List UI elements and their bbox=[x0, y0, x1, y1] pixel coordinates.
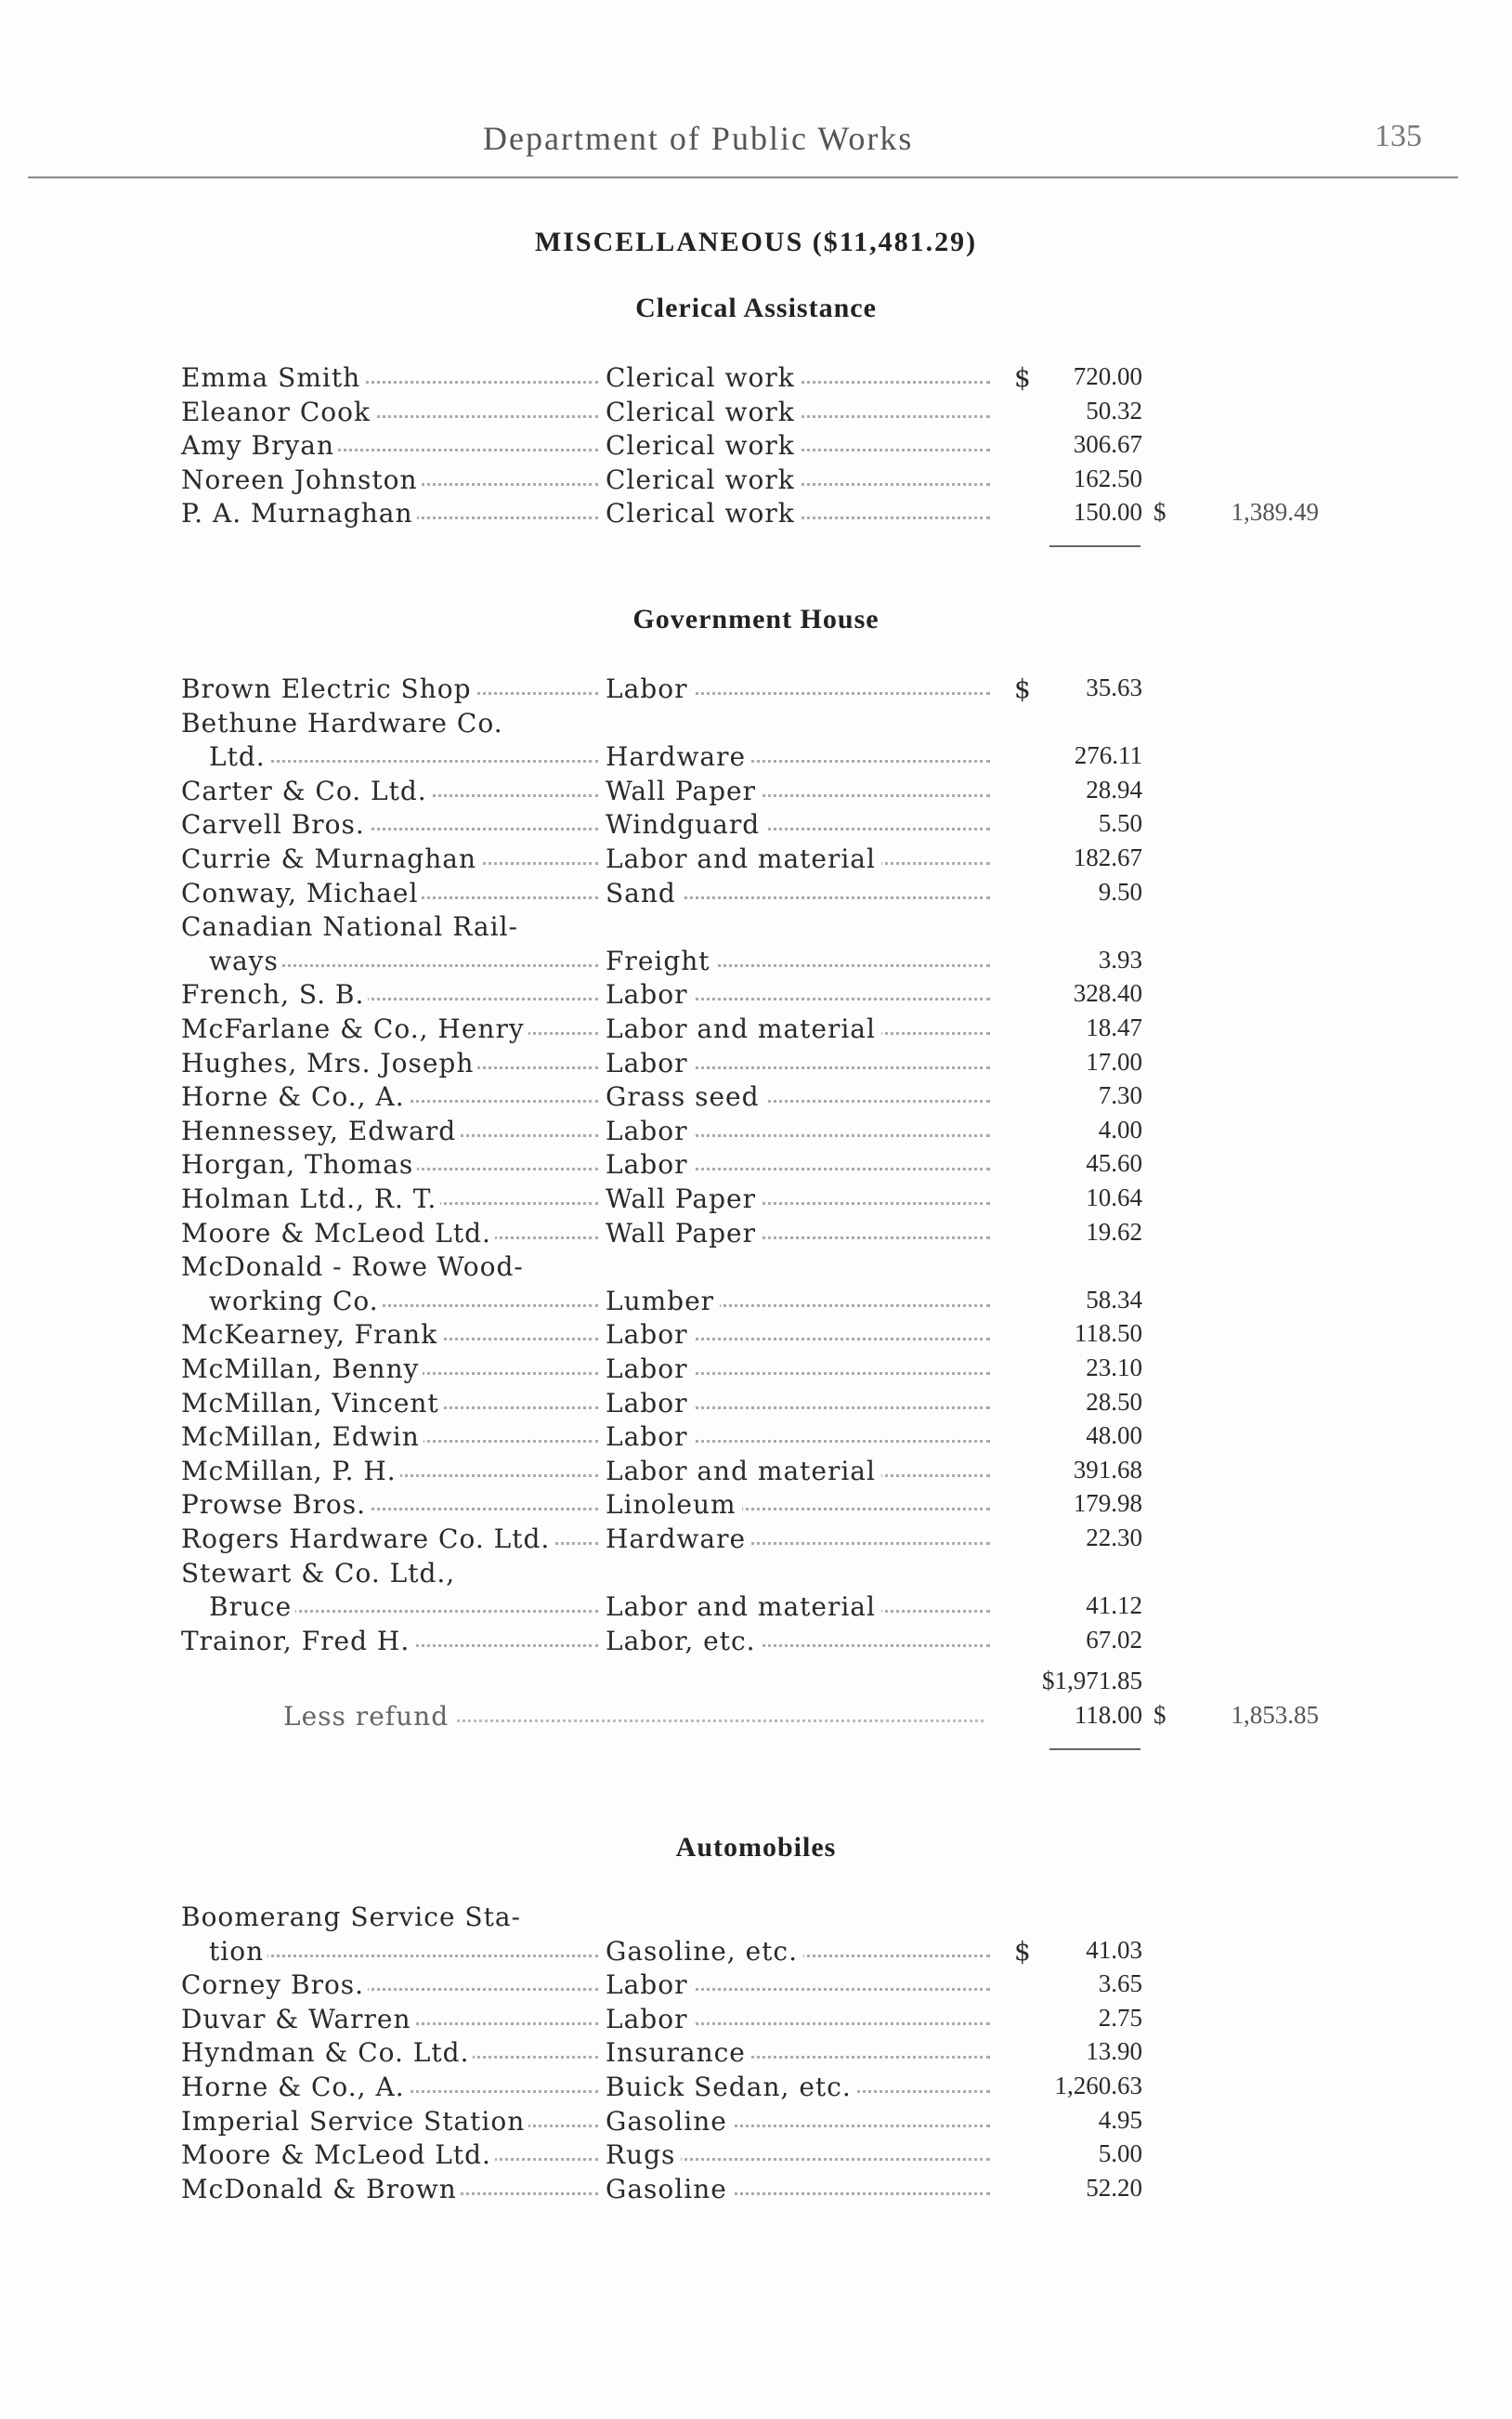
payee-name bbox=[181, 673, 604, 704]
payee-name bbox=[181, 1353, 604, 1384]
ledger-row bbox=[0, 1353, 1512, 1389]
payee-name bbox=[181, 843, 604, 874]
item-description-text: Labor bbox=[606, 1969, 693, 2000]
item-description-text: Labor bbox=[606, 1319, 693, 1350]
payee-name bbox=[181, 1421, 604, 1452]
item-description-text: Buick Sedan, etc. bbox=[606, 2072, 857, 2102]
ledger-row bbox=[0, 464, 1512, 500]
item-description bbox=[606, 1936, 996, 1967]
item-description bbox=[606, 1353, 996, 1384]
payee-name bbox=[181, 2106, 604, 2137]
item-amount: 50.32 bbox=[1086, 396, 1142, 425]
ledger-row bbox=[0, 1319, 1512, 1354]
ledger-row bbox=[0, 362, 1512, 398]
payee-name bbox=[181, 1523, 604, 1554]
ledger-row bbox=[0, 1523, 1512, 1559]
payee-name bbox=[181, 397, 604, 427]
item-description bbox=[606, 1969, 996, 2000]
ledger-row bbox=[0, 1251, 1512, 1287]
payee-name-text: tion bbox=[209, 1936, 267, 1967]
payee-name bbox=[181, 1388, 604, 1419]
item-amount: 58.34 bbox=[1086, 1285, 1142, 1314]
ledger-row bbox=[0, 979, 1512, 1014]
ledger-row bbox=[0, 946, 1512, 981]
payee-name bbox=[181, 911, 604, 942]
payee-name-text: McKearney, Frank bbox=[181, 1319, 441, 1350]
ledger-row bbox=[0, 1149, 1512, 1184]
item-description-text: Sand bbox=[606, 878, 682, 909]
item-amount: 22.30 bbox=[1086, 1523, 1142, 1551]
payee-name bbox=[209, 1591, 604, 1622]
payee-name-text: Amy Bryan bbox=[181, 430, 338, 461]
refund-row bbox=[0, 1701, 1512, 1736]
item-description-text: Labor bbox=[606, 1353, 693, 1384]
payee-name bbox=[181, 1626, 604, 1656]
item-amount: 162.50 bbox=[1073, 464, 1142, 492]
payee-name bbox=[181, 464, 604, 495]
item-description-text: Hardware bbox=[606, 741, 751, 772]
item-description bbox=[606, 1626, 996, 1656]
payee-name bbox=[209, 946, 604, 976]
ledger-row bbox=[0, 911, 1512, 947]
item-description bbox=[606, 1523, 996, 1554]
payee-name bbox=[181, 1319, 604, 1350]
section-total: 1,853.85 bbox=[1231, 1701, 1319, 1729]
ledger-row bbox=[0, 2174, 1512, 2209]
item-description bbox=[606, 397, 996, 427]
item-amount: 118.50 bbox=[1074, 1319, 1142, 1348]
item-amount: 3.65 bbox=[1098, 1969, 1142, 1998]
payee-name bbox=[181, 362, 604, 393]
item-description bbox=[606, 1319, 996, 1350]
ledger-row bbox=[0, 1013, 1512, 1049]
item-description bbox=[606, 2174, 996, 2204]
item-description bbox=[606, 1286, 996, 1316]
ledger-row bbox=[0, 1626, 1512, 1661]
payee-name bbox=[181, 1081, 604, 1112]
ledger-row bbox=[0, 2004, 1512, 2039]
item-amount: 3.93 bbox=[1098, 945, 1142, 974]
item-description-text: Gasoline, etc. bbox=[606, 1936, 803, 1967]
item-description-text: Freight bbox=[606, 946, 716, 976]
payee-name-text: Imperial Service Station bbox=[181, 2106, 528, 2137]
payee-name-text: Ltd. bbox=[209, 741, 269, 772]
payee-name-text: McDonald - Rowe Wood- bbox=[181, 1251, 528, 1282]
item-description-text: Clerical work bbox=[606, 397, 801, 427]
item-description bbox=[606, 776, 996, 806]
dollar-sign: $ bbox=[1014, 673, 1031, 704]
payee-name bbox=[181, 2139, 604, 2170]
payee-name-text: Stewart & Co. Ltd., bbox=[181, 1558, 459, 1589]
item-amount: 35.63 bbox=[1086, 673, 1142, 701]
payee-name-text: Rogers Hardware Co. Ltd. bbox=[181, 1523, 554, 1554]
ledger-row bbox=[0, 1081, 1512, 1117]
item-description-text: Labor and material bbox=[606, 1591, 881, 1622]
payee-name-text: Horne & Co., A. bbox=[181, 2072, 409, 2102]
item-description-text: Labor, etc. bbox=[606, 1626, 762, 1656]
section-total: 1,389.49 bbox=[1231, 498, 1319, 527]
ledger-row bbox=[0, 1558, 1512, 1593]
ledger-row bbox=[0, 843, 1512, 879]
item-amount: 52.20 bbox=[1086, 2173, 1142, 2202]
item-description bbox=[606, 1183, 996, 1214]
item-description-text: Rugs bbox=[606, 2139, 681, 2170]
item-amount: 23.10 bbox=[1086, 1353, 1142, 1381]
ledger-row bbox=[0, 1969, 1512, 2005]
item-amount: 9.50 bbox=[1098, 877, 1142, 906]
item-description-text: Linoleum bbox=[606, 1489, 742, 1520]
payee-name-text: Prowse Bros. bbox=[181, 1489, 370, 1520]
payee-name bbox=[181, 2037, 604, 2068]
item-description-text: Wall Paper bbox=[606, 1218, 762, 1249]
item-description bbox=[606, 2139, 996, 2170]
dollar-sign: $ bbox=[1014, 362, 1031, 393]
item-amount: 67.02 bbox=[1086, 1625, 1142, 1654]
payee-name-text: McMillan, Edwin bbox=[181, 1421, 424, 1452]
payee-name-text: Holman Ltd., R. T. bbox=[181, 1183, 440, 1214]
item-amount: 1,260.63 bbox=[1054, 2072, 1142, 2099]
payee-name bbox=[181, 2004, 604, 2034]
payee-name-text: Bethune Hardware Co. bbox=[181, 708, 507, 739]
item-description bbox=[606, 946, 996, 976]
payee-name bbox=[181, 979, 604, 1010]
item-description-text: Labor and material bbox=[606, 1013, 881, 1044]
item-amount: 41.03 bbox=[1086, 1935, 1142, 1964]
payee-name-text: McFarlane & Co., Henry bbox=[181, 1013, 528, 1044]
running-header bbox=[0, 119, 1512, 156]
item-amount: 150.00 bbox=[1073, 498, 1142, 527]
item-description bbox=[606, 1081, 996, 1112]
item-description bbox=[606, 843, 996, 874]
payee-name bbox=[181, 1251, 604, 1282]
item-amount: 18.47 bbox=[1086, 1013, 1142, 1041]
item-description bbox=[606, 1116, 996, 1146]
payee-name-text: working Co. bbox=[209, 1286, 383, 1316]
item-description-text: Clerical work bbox=[606, 498, 801, 529]
item-description bbox=[606, 979, 996, 1010]
item-description-text: Labor bbox=[606, 1149, 693, 1180]
refund-label-text: Less refund bbox=[283, 1701, 454, 1732]
payee-name-text: Corney Bros. bbox=[181, 1969, 368, 2000]
payee-name-text: Trainor, Fred H. bbox=[181, 1626, 413, 1656]
payee-name bbox=[181, 708, 604, 739]
item-description-text: Labor bbox=[606, 673, 693, 704]
item-description bbox=[606, 1489, 996, 1520]
payee-name-text: Duvar & Warren bbox=[181, 2004, 415, 2034]
item-description bbox=[606, 878, 996, 909]
payee-name bbox=[181, 1558, 604, 1589]
payee-name-text: Bruce bbox=[209, 1591, 295, 1622]
ledger-row bbox=[0, 1421, 1512, 1457]
item-amount: 391.68 bbox=[1073, 1455, 1142, 1484]
payee-name bbox=[209, 1286, 604, 1316]
ledger-row bbox=[0, 1489, 1512, 1524]
item-description-text: Gasoline bbox=[606, 2174, 733, 2204]
item-amount: 19.62 bbox=[1086, 1217, 1142, 1246]
item-amount: 13.90 bbox=[1086, 2037, 1142, 2066]
payee-name bbox=[181, 2072, 604, 2102]
running-head-title: Department of Public Works bbox=[483, 120, 914, 157]
item-description-text: Lumber bbox=[606, 1286, 720, 1316]
payee-name-text: Boomerang Service Sta- bbox=[181, 1902, 525, 1932]
item-description bbox=[606, 430, 996, 461]
item-amount: 720.00 bbox=[1073, 362, 1142, 390]
item-description-text: Wall Paper bbox=[606, 1183, 762, 1214]
refund-label bbox=[283, 1701, 989, 1732]
section-title: Government House bbox=[632, 604, 880, 634]
item-description bbox=[606, 673, 996, 704]
item-amount: 5.00 bbox=[1098, 2139, 1142, 2168]
payee-name-text: Brown Electric Shop bbox=[181, 673, 476, 704]
item-description bbox=[606, 2037, 996, 2068]
item-description bbox=[606, 1013, 996, 1044]
item-amount: 4.95 bbox=[1098, 2105, 1142, 2134]
section-title: Clerical Assistance bbox=[635, 293, 877, 323]
ledger-row bbox=[0, 430, 1512, 465]
item-description bbox=[606, 1048, 996, 1079]
header-rule bbox=[28, 177, 1458, 178]
refund-amount: 118.00 bbox=[1074, 1701, 1142, 1729]
payee-name-text: Moore & McLeod Ltd. bbox=[181, 2139, 495, 2170]
section-title: Automobiles bbox=[675, 1832, 837, 1863]
item-description-text: Hardware bbox=[606, 1523, 751, 1554]
item-description-text: Labor bbox=[606, 979, 693, 1010]
dollar-sign: $ bbox=[1014, 1935, 1031, 1967]
item-description-text: Labor bbox=[606, 1388, 693, 1419]
item-description bbox=[606, 1218, 996, 1249]
ledger-row bbox=[0, 2139, 1512, 2175]
payee-name bbox=[209, 741, 604, 772]
payee-name bbox=[181, 1048, 604, 1079]
item-description-text: Labor and material bbox=[606, 843, 881, 874]
payee-name-text: Hennessey, Edward bbox=[181, 1116, 460, 1146]
item-amount: 276.11 bbox=[1074, 741, 1142, 770]
payee-name-text: Eleanor Cook bbox=[181, 397, 374, 427]
payee-name-text: Horne & Co., A. bbox=[181, 1081, 409, 1112]
item-amount: 17.00 bbox=[1086, 1047, 1142, 1076]
payee-name bbox=[181, 1013, 604, 1044]
item-description-text: Labor bbox=[606, 1116, 693, 1146]
payee-name bbox=[181, 1149, 604, 1180]
item-description-text: Clerical work bbox=[606, 464, 801, 495]
ledger-row bbox=[0, 2106, 1512, 2141]
item-description-text: Wall Paper bbox=[606, 776, 762, 806]
payee-name bbox=[181, 878, 604, 909]
ledger-row bbox=[0, 708, 1512, 743]
payee-name-text: ways bbox=[209, 946, 282, 976]
item-description-text: Gasoline bbox=[606, 2106, 733, 2137]
section-end-rule bbox=[1049, 1748, 1141, 1750]
payee-name-text: Currie & Murnaghan bbox=[181, 843, 480, 874]
item-description-text: Labor bbox=[606, 2004, 693, 2034]
ledger-row bbox=[0, 1388, 1512, 1423]
ledger-row bbox=[0, 673, 1512, 709]
payee-name bbox=[181, 430, 604, 461]
item-description bbox=[606, 362, 996, 393]
payee-name-text: Carter & Co. Ltd. bbox=[181, 776, 431, 806]
item-amount: 7.30 bbox=[1098, 1081, 1142, 1110]
ledger-row bbox=[0, 1286, 1512, 1321]
ledger-row bbox=[0, 741, 1512, 777]
payee-name bbox=[209, 1936, 604, 1967]
payee-name bbox=[181, 1902, 604, 1932]
item-description-text: Grass seed bbox=[606, 1081, 765, 1112]
ledger-row bbox=[0, 1048, 1512, 1083]
payee-name bbox=[181, 1969, 604, 2000]
item-description bbox=[606, 464, 996, 495]
payee-name bbox=[181, 2174, 604, 2204]
payee-name bbox=[181, 1456, 604, 1486]
payee-name bbox=[181, 498, 604, 529]
payee-name bbox=[181, 809, 604, 840]
payee-name-text: Hughes, Mrs. Joseph bbox=[181, 1048, 477, 1079]
payee-name bbox=[181, 776, 604, 806]
ledger-row bbox=[0, 2037, 1512, 2072]
item-amount: 2.75 bbox=[1098, 2003, 1142, 2032]
payee-name-text: Hyndman & Co. Ltd. bbox=[181, 2037, 473, 2068]
payee-name bbox=[181, 1218, 604, 1249]
ledger-row bbox=[0, 1902, 1512, 1937]
ledger-row bbox=[0, 1116, 1512, 1151]
item-amount: 28.94 bbox=[1086, 775, 1142, 804]
item-description bbox=[606, 1421, 996, 1452]
ledger-row bbox=[0, 1936, 1512, 1971]
ledger-row bbox=[0, 1183, 1512, 1219]
item-description bbox=[606, 498, 996, 529]
item-amount: 28.50 bbox=[1086, 1387, 1142, 1416]
ledger-row bbox=[0, 776, 1512, 811]
item-description-text: Windguard bbox=[606, 809, 765, 840]
item-amount: 4.00 bbox=[1098, 1115, 1142, 1144]
payee-name-text: Carvell Bros. bbox=[181, 809, 369, 840]
payee-name-text: Conway, Michael bbox=[181, 878, 422, 909]
total-dollar-sign: $ bbox=[1154, 498, 1167, 527]
payee-name-text: Canadian National Rail- bbox=[181, 911, 522, 942]
item-description-text: Labor bbox=[606, 1048, 693, 1079]
ledger-row bbox=[0, 1456, 1512, 1491]
item-amount: 179.98 bbox=[1073, 1489, 1142, 1518]
payee-name-text: Horgan, Thomas bbox=[181, 1149, 417, 1180]
item-description bbox=[606, 809, 996, 840]
item-amount: 45.60 bbox=[1086, 1149, 1142, 1178]
subtotal-amount: $1,971.85 bbox=[1042, 1667, 1142, 1695]
item-description-text: Labor bbox=[606, 1421, 693, 1452]
item-description-text: Insurance bbox=[606, 2037, 751, 2068]
item-description bbox=[606, 1388, 996, 1419]
payee-name-text: McMillan, Benny bbox=[181, 1353, 423, 1384]
ledger-row bbox=[0, 1218, 1512, 1253]
ledger-row bbox=[0, 1591, 1512, 1627]
payee-name-text: Moore & McLeod Ltd. bbox=[181, 1218, 495, 1249]
subtotal-row bbox=[0, 1667, 1512, 1702]
page-number: 135 bbox=[1375, 119, 1422, 153]
item-amount: 306.67 bbox=[1073, 430, 1142, 459]
payee-name-text: Emma Smith bbox=[181, 362, 364, 393]
payee-name bbox=[181, 1489, 604, 1520]
ledger-row bbox=[0, 2072, 1512, 2107]
ledger-row bbox=[0, 809, 1512, 844]
ledger-row bbox=[0, 498, 1512, 533]
item-amount: 182.67 bbox=[1073, 843, 1142, 871]
item-description-text: Labor and material bbox=[606, 1456, 881, 1486]
item-amount: 328.40 bbox=[1073, 979, 1142, 1008]
item-amount: 10.64 bbox=[1086, 1183, 1142, 1211]
payee-name-text: Noreen Johnston bbox=[181, 464, 421, 495]
item-description bbox=[606, 1456, 996, 1486]
payee-name-text: McMillan, P. H. bbox=[181, 1456, 400, 1486]
item-description-text: Clerical work bbox=[606, 362, 801, 393]
payee-name-text: McDonald & Brown bbox=[181, 2174, 461, 2204]
item-description bbox=[606, 1149, 996, 1180]
item-description bbox=[606, 1591, 996, 1622]
ledger-row bbox=[0, 397, 1512, 432]
payee-name-text: McMillan, Vincent bbox=[181, 1388, 443, 1419]
item-amount: 48.00 bbox=[1086, 1421, 1142, 1450]
payee-name bbox=[181, 1183, 604, 1214]
main-title: MISCELLANEOUS ($11,481.29) bbox=[534, 227, 978, 257]
item-amount: 41.12 bbox=[1086, 1591, 1142, 1620]
item-description bbox=[606, 2004, 996, 2034]
item-description bbox=[606, 741, 996, 772]
payee-name bbox=[181, 1116, 604, 1146]
item-amount: 5.50 bbox=[1098, 809, 1142, 838]
item-description-text: Clerical work bbox=[606, 430, 801, 461]
item-description bbox=[606, 2106, 996, 2137]
section-end-rule bbox=[1049, 545, 1141, 547]
payee-name-text: French, S. B. bbox=[181, 979, 368, 1010]
total-dollar-sign: $ bbox=[1154, 1701, 1167, 1729]
ledger-row bbox=[0, 878, 1512, 913]
payee-name-text: P. A. Murnaghan bbox=[181, 498, 417, 529]
item-description bbox=[606, 2072, 996, 2102]
